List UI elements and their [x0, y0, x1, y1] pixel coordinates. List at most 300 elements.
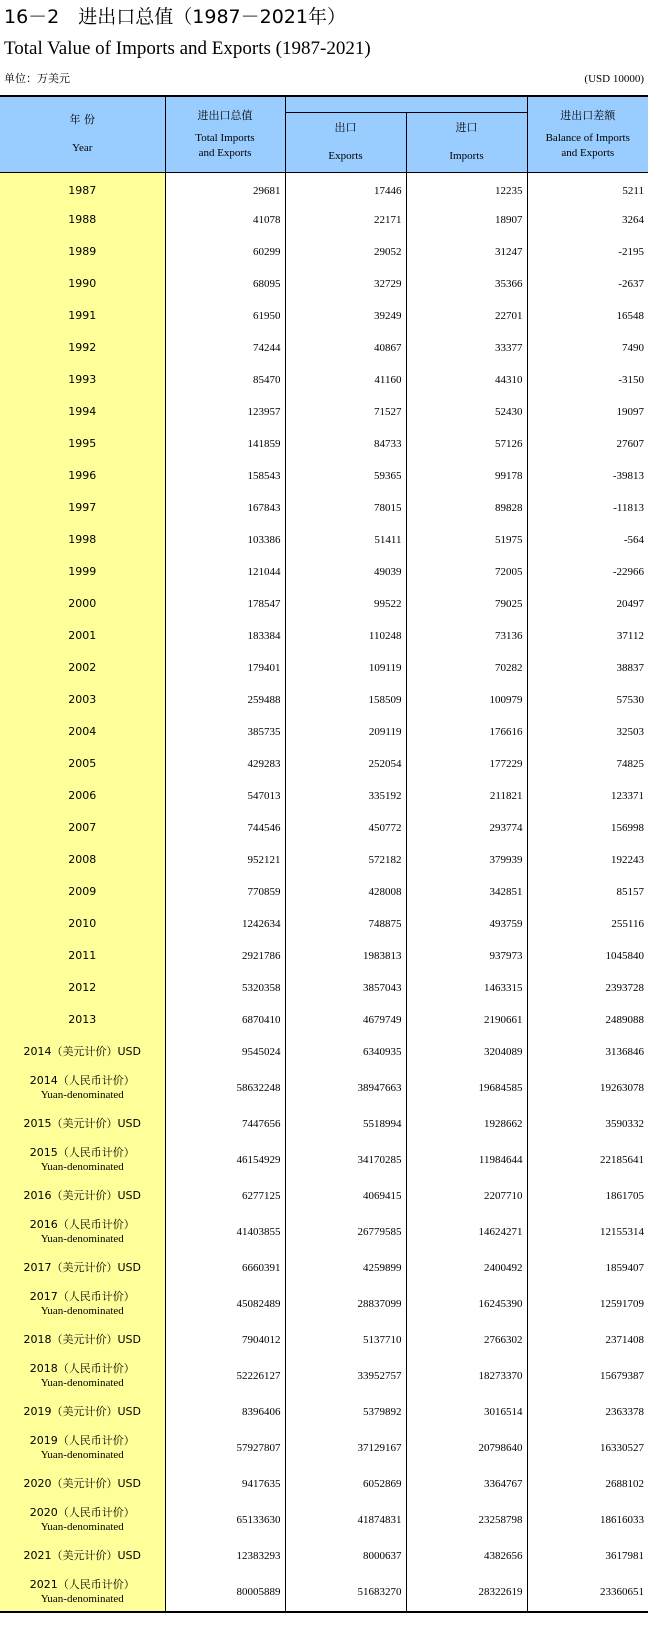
- header-balance-cn: 进出口差额: [560, 108, 616, 122]
- exports-cell: 37129167: [285, 1428, 406, 1468]
- total-cell: 5320358: [165, 972, 285, 1004]
- year-cell: [0, 1324, 165, 1356]
- total-cell: 57927807: [165, 1428, 285, 1468]
- balance-cell: 74825: [527, 748, 648, 780]
- year-label: 1994: [68, 405, 97, 418]
- exports-cell: 59365: [285, 460, 406, 492]
- total-cell: 167843: [165, 492, 285, 524]
- year-label: 2021（人民币计价）: [29, 1577, 135, 1591]
- total-cell: 1242634: [165, 908, 285, 940]
- balance-cell: -11813: [527, 492, 648, 524]
- exports-cell: 51683270: [285, 1572, 406, 1612]
- exports-cell: 5137710: [285, 1324, 406, 1356]
- year-cell: [0, 684, 165, 716]
- balance-cell: 255116: [527, 908, 648, 940]
- imports-cell: 1463315: [406, 972, 527, 1004]
- total-cell: 103386: [165, 524, 285, 556]
- table-row: [0, 332, 648, 364]
- table-row: [0, 172, 648, 204]
- total-cell: 8396406: [165, 1396, 285, 1428]
- year-label: 2012: [68, 981, 97, 994]
- exports-cell: 49039: [285, 556, 406, 588]
- table-row: [0, 396, 648, 428]
- year-sublabel: Yuan-denominated: [40, 1592, 124, 1605]
- balance-cell: 38837: [527, 652, 648, 684]
- imports-cell: 28322619: [406, 1572, 527, 1612]
- exports-cell: 4679749: [285, 1004, 406, 1036]
- balance-cell: 2393728: [527, 972, 648, 1004]
- total-cell: 12383293: [165, 1540, 285, 1572]
- year-cell: [0, 940, 165, 972]
- balance-cell: -2637: [527, 268, 648, 300]
- exports-cell: 4069415: [285, 1180, 406, 1212]
- total-cell: 41078: [165, 204, 285, 236]
- page-title-english: Total Value of Imports and Exports (1987-2021): [4, 38, 371, 59]
- exports-cell: 38947663: [285, 1068, 406, 1108]
- year-cell: [0, 396, 165, 428]
- imports-cell: 73136: [406, 620, 527, 652]
- table-row: [0, 428, 648, 460]
- imports-cell: 19684585: [406, 1068, 527, 1108]
- imports-cell: 2400492: [406, 1252, 527, 1284]
- imports-cell: 14624271: [406, 1212, 527, 1252]
- table-row: [0, 204, 648, 236]
- imports-cell: 33377: [406, 332, 527, 364]
- balance-cell: 192243: [527, 844, 648, 876]
- imports-cell: 57126: [406, 428, 527, 460]
- table-header: [0, 96, 648, 172]
- year-sublabel: Yuan-denominated: [40, 1161, 124, 1173]
- exports-cell: 252054: [285, 748, 406, 780]
- header-total-cn: 进出口总值: [197, 108, 253, 122]
- year-cell: [0, 812, 165, 844]
- balance-cell: 19097: [527, 396, 648, 428]
- total-cell: 952121: [165, 844, 285, 876]
- exports-cell: 450772: [285, 812, 406, 844]
- header-imports: [406, 112, 527, 172]
- exports-cell: 34170285: [285, 1140, 406, 1180]
- imports-cell: 52430: [406, 396, 527, 428]
- imports-cell: 2766302: [406, 1324, 527, 1356]
- exports-cell: 26779585: [285, 1212, 406, 1252]
- header-exports-en: Exports: [328, 150, 363, 162]
- year-label: 2018（美元计价）USD: [23, 1333, 141, 1346]
- imports-cell: 293774: [406, 812, 527, 844]
- balance-cell: -39813: [527, 460, 648, 492]
- total-cell: 259488: [165, 684, 285, 716]
- exports-cell: 748875: [285, 908, 406, 940]
- header-imports-cn: 进口: [455, 121, 478, 134]
- year-cell: [0, 1468, 165, 1500]
- table-row: [0, 1068, 648, 1108]
- year-cell: [0, 1396, 165, 1428]
- table-row: [0, 268, 648, 300]
- year-cell: [0, 1284, 165, 1324]
- year-label: 1995: [68, 437, 97, 450]
- total-cell: 9545024: [165, 1036, 285, 1068]
- year-sublabel: Yuan-denominated: [40, 1089, 124, 1101]
- exports-cell: 109119: [285, 652, 406, 684]
- imports-cell: 31247: [406, 236, 527, 268]
- exports-cell: 22171: [285, 204, 406, 236]
- table-row: [0, 1004, 648, 1036]
- header-spacer: [285, 96, 527, 112]
- total-cell: 121044: [165, 556, 285, 588]
- year-label: 1988: [68, 213, 97, 226]
- balance-cell: 1045840: [527, 940, 648, 972]
- imports-cell: 99178: [406, 460, 527, 492]
- trade-value-table: [0, 95, 648, 1613]
- balance-cell: 1859407: [527, 1252, 648, 1284]
- imports-cell: 342851: [406, 876, 527, 908]
- year-label: 2015（人民币计价）: [29, 1146, 135, 1159]
- exports-cell: 41874831: [285, 1500, 406, 1540]
- imports-cell: 2190661: [406, 1004, 527, 1036]
- total-cell: 547013: [165, 780, 285, 812]
- exports-cell: 209119: [285, 716, 406, 748]
- total-cell: 123957: [165, 396, 285, 428]
- balance-cell: 16330527: [527, 1428, 648, 1468]
- table-row: [0, 492, 648, 524]
- year-label: 2010: [68, 917, 97, 930]
- year-label: 1997: [68, 501, 97, 514]
- header-total-en-line1: Total Imports: [195, 131, 255, 144]
- imports-cell: 35366: [406, 268, 527, 300]
- unit-label-chinese: 单位：万美元: [4, 72, 70, 85]
- table-row: [0, 780, 648, 812]
- year-sublabel: Yuan-denominated: [40, 1377, 124, 1389]
- imports-cell: 211821: [406, 780, 527, 812]
- year-label: 1987: [68, 184, 97, 198]
- imports-cell: 937973: [406, 940, 527, 972]
- balance-cell: 27607: [527, 428, 648, 460]
- header-balance-en-line1: Balance of Imports: [545, 131, 630, 144]
- year-label: 2018（人民币计价）: [29, 1362, 135, 1375]
- year-cell: [0, 236, 165, 268]
- year-cell: [0, 460, 165, 492]
- exports-cell: 158509: [285, 684, 406, 716]
- year-cell: [0, 1004, 165, 1036]
- exports-cell: 39249: [285, 300, 406, 332]
- total-cell: 7447656: [165, 1108, 285, 1140]
- table-row: [0, 1428, 648, 1468]
- total-cell: 7904012: [165, 1324, 285, 1356]
- exports-cell: 3857043: [285, 972, 406, 1004]
- year-cell: [0, 1180, 165, 1212]
- year-label: 1989: [68, 245, 97, 258]
- table-row: [0, 364, 648, 396]
- balance-cell: 3264: [527, 204, 648, 236]
- balance-cell: -22966: [527, 556, 648, 588]
- balance-cell: 16548: [527, 300, 648, 332]
- balance-cell: 15679387: [527, 1356, 648, 1396]
- total-cell: 65133630: [165, 1500, 285, 1540]
- year-cell: [0, 716, 165, 748]
- total-cell: 46154929: [165, 1140, 285, 1180]
- year-label: 2016（美元计价）USD: [23, 1189, 141, 1202]
- exports-cell: 428008: [285, 876, 406, 908]
- year-cell: [0, 1356, 165, 1396]
- header-year-cn: 年 份: [69, 113, 95, 127]
- imports-cell: 177229: [406, 748, 527, 780]
- table-row: [0, 556, 648, 588]
- balance-cell: 22185641: [527, 1140, 648, 1180]
- balance-cell: 23360651: [527, 1572, 648, 1612]
- year-cell: [0, 908, 165, 940]
- exports-cell: 78015: [285, 492, 406, 524]
- table-row: [0, 652, 648, 684]
- year-label: 2017（人民币计价）: [29, 1290, 135, 1303]
- exports-cell: 32729: [285, 268, 406, 300]
- imports-cell: 70282: [406, 652, 527, 684]
- table-row: [0, 620, 648, 652]
- exports-cell: 71527: [285, 396, 406, 428]
- year-cell: [0, 876, 165, 908]
- year-label: 1996: [68, 469, 97, 482]
- balance-cell: 156998: [527, 812, 648, 844]
- header-exports-cn: 出口: [334, 121, 357, 134]
- year-label: 1998: [68, 533, 97, 546]
- year-sublabel: Yuan-denominated: [40, 1521, 124, 1533]
- imports-cell: 18907: [406, 204, 527, 236]
- year-label: 2021（美元计价）USD: [23, 1549, 141, 1562]
- imports-cell: 3016514: [406, 1396, 527, 1428]
- table-row: [0, 1500, 648, 1540]
- year-cell: [0, 556, 165, 588]
- total-cell: 6870410: [165, 1004, 285, 1036]
- balance-cell: 19263078: [527, 1068, 648, 1108]
- exports-cell: 4259899: [285, 1252, 406, 1284]
- table-row: [0, 748, 648, 780]
- header-year-en: Year: [72, 142, 93, 155]
- imports-cell: 2207710: [406, 1180, 527, 1212]
- imports-cell: 20798640: [406, 1428, 527, 1468]
- table-row: [0, 588, 648, 620]
- header-balance: [527, 96, 648, 172]
- exports-cell: 51411: [285, 524, 406, 556]
- exports-cell: 99522: [285, 588, 406, 620]
- table-row: [0, 812, 648, 844]
- table-row: [0, 1468, 648, 1500]
- imports-cell: 11984644: [406, 1140, 527, 1180]
- imports-cell: 100979: [406, 684, 527, 716]
- header-total-en-line2: and Exports: [198, 146, 252, 159]
- year-cell: [0, 1500, 165, 1540]
- year-cell: [0, 620, 165, 652]
- balance-cell: 1861705: [527, 1180, 648, 1212]
- total-cell: 141859: [165, 428, 285, 460]
- year-label: 2015（美元计价）USD: [23, 1117, 141, 1130]
- exports-cell: 110248: [285, 620, 406, 652]
- table-row: [0, 524, 648, 556]
- balance-cell: 20497: [527, 588, 648, 620]
- imports-cell: 1928662: [406, 1108, 527, 1140]
- table-row: [0, 1540, 648, 1572]
- balance-cell: 12155314: [527, 1212, 648, 1252]
- balance-cell: 37112: [527, 620, 648, 652]
- total-cell: 183384: [165, 620, 285, 652]
- year-label: 2017（美元计价）USD: [23, 1261, 141, 1274]
- exports-cell: 6340935: [285, 1036, 406, 1068]
- imports-cell: 89828: [406, 492, 527, 524]
- exports-cell: 6052869: [285, 1468, 406, 1500]
- year-label: 2006: [68, 789, 97, 802]
- table-row: [0, 300, 648, 332]
- year-cell: [0, 1540, 165, 1572]
- total-cell: 68095: [165, 268, 285, 300]
- imports-cell: 72005: [406, 556, 527, 588]
- exports-cell: 28837099: [285, 1284, 406, 1324]
- balance-cell: 3617981: [527, 1540, 648, 1572]
- total-cell: 385735: [165, 716, 285, 748]
- balance-cell: 32503: [527, 716, 648, 748]
- table-row: [0, 1140, 648, 1180]
- exports-cell: 8000637: [285, 1540, 406, 1572]
- year-cell: [0, 172, 165, 204]
- total-cell: 770859: [165, 876, 285, 908]
- total-cell: 6660391: [165, 1252, 285, 1284]
- year-cell: [0, 844, 165, 876]
- year-cell: [0, 1428, 165, 1468]
- year-cell: [0, 972, 165, 1004]
- exports-cell: 84733: [285, 428, 406, 460]
- total-cell: 61950: [165, 300, 285, 332]
- table-row: [0, 844, 648, 876]
- balance-cell: 2688102: [527, 1468, 648, 1500]
- table-row: [0, 716, 648, 748]
- year-cell: [0, 428, 165, 460]
- balance-cell: 18616033: [527, 1500, 648, 1540]
- header-balance-en-line2: and Exports: [561, 146, 615, 159]
- total-cell: 80005889: [165, 1572, 285, 1612]
- balance-cell: -564: [527, 524, 648, 556]
- exports-cell: 5518994: [285, 1108, 406, 1140]
- year-cell: [0, 1068, 165, 1108]
- year-label: 2008: [68, 853, 97, 866]
- table-row: [0, 684, 648, 716]
- year-label: 1991: [68, 309, 97, 322]
- imports-cell: 379939: [406, 844, 527, 876]
- exports-cell: 17446: [285, 172, 406, 204]
- table-row: [0, 1356, 648, 1396]
- year-cell: [0, 652, 165, 684]
- header-exports: [285, 112, 406, 172]
- year-label: 2014（美元计价）USD: [23, 1045, 141, 1058]
- year-sublabel: Yuan-denominated: [40, 1305, 124, 1317]
- imports-cell: 51975: [406, 524, 527, 556]
- year-label: 2004: [68, 725, 97, 738]
- exports-cell: 1983813: [285, 940, 406, 972]
- table-row: [0, 1180, 648, 1212]
- year-label: 2009: [68, 885, 97, 898]
- balance-cell: 7490: [527, 332, 648, 364]
- table-row: [0, 1036, 648, 1068]
- balance-cell: 123371: [527, 780, 648, 812]
- table-row: [0, 1108, 648, 1140]
- year-cell: [0, 364, 165, 396]
- unit-label-english: (USD 10000): [584, 73, 644, 85]
- year-cell: [0, 268, 165, 300]
- table-row: [0, 908, 648, 940]
- year-cell: [0, 1036, 165, 1068]
- year-cell: [0, 1212, 165, 1252]
- balance-cell: -3150: [527, 364, 648, 396]
- balance-cell: 2363378: [527, 1396, 648, 1428]
- total-cell: 2921786: [165, 940, 285, 972]
- total-cell: 179401: [165, 652, 285, 684]
- balance-cell: -2195: [527, 236, 648, 268]
- year-label: 1992: [68, 341, 97, 354]
- table-row: [0, 1212, 648, 1252]
- imports-cell: 79025: [406, 588, 527, 620]
- year-cell: [0, 1572, 165, 1612]
- table-row: [0, 1396, 648, 1428]
- imports-cell: 12235: [406, 172, 527, 204]
- table-row: [0, 972, 648, 1004]
- year-label: 2020（人民币计价）: [29, 1506, 135, 1519]
- year-sublabel: Yuan-denominated: [40, 1449, 124, 1461]
- table-row: [0, 236, 648, 268]
- exports-cell: 33952757: [285, 1356, 406, 1396]
- year-sublabel: Yuan-denominated: [40, 1233, 124, 1245]
- year-label: 2003: [68, 693, 97, 706]
- balance-cell: 12591709: [527, 1284, 648, 1324]
- imports-cell: 22701: [406, 300, 527, 332]
- balance-cell: 3136846: [527, 1036, 648, 1068]
- imports-cell: 4382656: [406, 1540, 527, 1572]
- year-cell: [0, 780, 165, 812]
- header-year: [0, 96, 165, 172]
- year-cell: [0, 300, 165, 332]
- header-total: [165, 96, 285, 172]
- total-cell: 9417635: [165, 1468, 285, 1500]
- year-label: 2000: [68, 597, 97, 610]
- balance-cell: 57530: [527, 684, 648, 716]
- total-cell: 429283: [165, 748, 285, 780]
- year-label: 2007: [68, 821, 97, 834]
- year-label: 2001: [68, 629, 97, 642]
- balance-cell: 2489088: [527, 1004, 648, 1036]
- year-label: 1999: [68, 565, 97, 578]
- year-label: 2013: [68, 1013, 97, 1026]
- year-cell: [0, 492, 165, 524]
- exports-cell: 335192: [285, 780, 406, 812]
- imports-cell: 3204089: [406, 1036, 527, 1068]
- year-label: 1993: [68, 373, 97, 386]
- year-cell: [0, 588, 165, 620]
- year-label: 2016（人民币计价）: [29, 1218, 135, 1231]
- total-cell: 41403855: [165, 1212, 285, 1252]
- year-label: 2020（美元计价）USD: [23, 1477, 141, 1490]
- table-row: [0, 940, 648, 972]
- balance-cell: 85157: [527, 876, 648, 908]
- page-title-chinese: 16－2 进出口总值（1987－2021年）: [4, 6, 346, 28]
- imports-cell: 16245390: [406, 1284, 527, 1324]
- table-row: [0, 1324, 648, 1356]
- year-label: 2011: [68, 949, 97, 962]
- year-label: 2002: [68, 661, 97, 674]
- imports-cell: 44310: [406, 364, 527, 396]
- imports-cell: 176616: [406, 716, 527, 748]
- total-cell: 45082489: [165, 1284, 285, 1324]
- total-cell: 6277125: [165, 1180, 285, 1212]
- year-cell: [0, 1140, 165, 1180]
- total-cell: 29681: [165, 172, 285, 204]
- exports-cell: 29052: [285, 236, 406, 268]
- total-cell: 158543: [165, 460, 285, 492]
- imports-cell: 3364767: [406, 1468, 527, 1500]
- year-cell: [0, 748, 165, 780]
